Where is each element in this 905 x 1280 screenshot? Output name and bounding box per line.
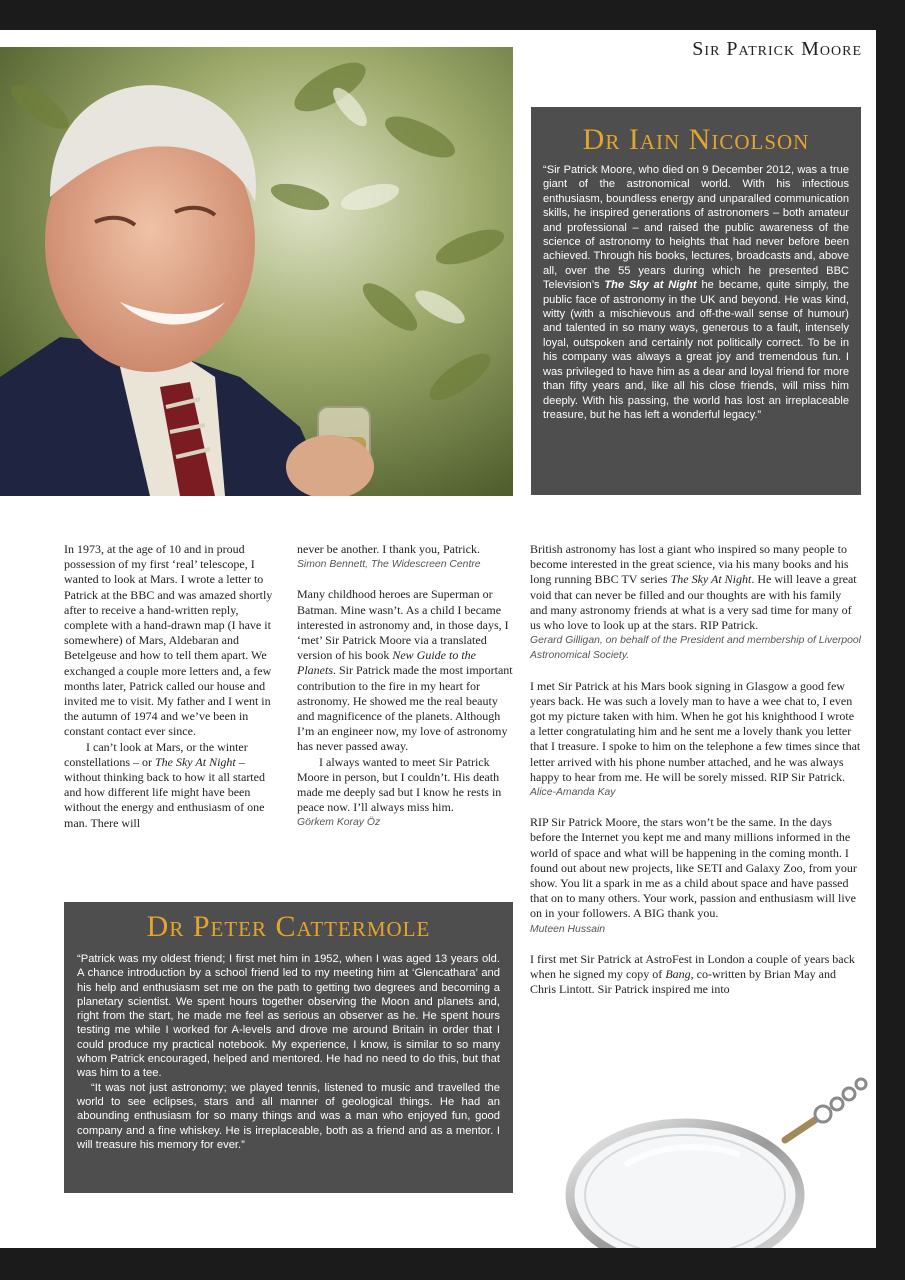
cattermole-quote: “It was not just astronomy; we played tennis, listened to music and travelled the world to see eclipses, stars and all manner of geological things. He had an abounding enthusiasm for so many things and was a man who enjoyed fun, good company and a fine whiskey. He is irreplaceable, both as a friend and as a mentor. I will treasure his memory for ever.”: [77, 1081, 500, 1151]
cattermole-tribute-box: [64, 902, 513, 1193]
tribute-paragraph: In 1973, at the age of 10 and in proud possession of my first ‘real’ telescope, I wanted to look at Mars. I wrote a letter to Patrick at the BBC and was amazed shortly after to receive a hand-written reply, complete with a hand-drawn map (I have it somewhere) of Mars, Aldebaran and Betelgeuse and how to tell them apart. We exchanged a couple more letters and, a few months later, Patrick called our house and invited me to visit. My father and I went in the autumn of 1974 and we’ve been in constant contact ever since.: [64, 542, 273, 739]
tribute-signature: Muteen Hussain: [530, 923, 606, 935]
cattermole-title: Dr Peter Cattermole: [146, 910, 431, 943]
text-column-1: [64, 542, 277, 831]
tribute-paragraph: Many childhood heroes are Superman or Batman. Mine wasn’t. As a child I became interested in astronomy and, in those days, I ‘met’ Sir Patrick Moore via a translated version of his book New Guide to the Planets. Sir Patrick made the most important contribution to the fire in my heart for astronomy. He showed me the real beauty and magnificence of the planets. Although I’m an engineer now, my love of astronomy has never passed away.: [297, 587, 513, 754]
tribute-paragraph: RIP Sir Patrick Moore, the stars won’t be the same. In the days before the Internet you kept me and many millions informed in the world of space and what will be happening in the coming month. I found out about new projects, like SETI and Galaxy Zoo, from your show. You lit a spark in me as a child about space and have passed that on to many others. Your work, passion and enthusiasm will live on in your followers. A BIG thank you.: [530, 815, 857, 921]
tribute-signature: Alice-Amanda Kay: [530, 787, 616, 799]
cattermole-quote: “Patrick was my oldest friend; I first met him in 1952, when I was aged 13 years old. A chance introduction by a school friend led to my meeting him at ‘Glencathara’ and his help and enthusiasm set me on the path to getting two degrees and becoming a planetary scientist. We spent hours together observing the Moon and planets and, right from the start, he made me feel as serious an observer as he. He spent hours testing me while I worked for A-levels and drove me around Britain in order that I could produce my practical notebook. My experience, I know, is similar to so many whom Patrick encouraged, helped and mentored. He had no need to do this, but that was him to a tee.: [77, 953, 500, 1080]
tribute-paragraph: I always wanted to meet Sir Patrick Moore in person, but I couldn’t. His death made me deeply sad but I know he rests in peace now. I’ll always miss him.: [297, 754, 502, 815]
magnifying-glass-icon: [565, 1070, 876, 1248]
tribute-signature: Gerard Gilligan, on behalf of the President and membership of Liverpool Astronomical Society.: [530, 635, 861, 662]
tribute-signature: Simon Bennett, The Widescreen Centre: [297, 559, 481, 571]
text-column-3: [530, 542, 861, 997]
magazine-page: [0, 30, 876, 1248]
nicolson-tribute-box: [531, 107, 861, 495]
tribute-paragraph: I met Sir Patrick at his Mars book signing in Glasgow a good few years back. He was such a lovely man to have a wee chat to, I even got my picture taken with him. When he got his knighthood I wrote a letter congratulating him and he sent me a lovely thank you letter that I treasure. I spoke to him on the telephone a few times since that letter arrived with his phone number attached, and he was always happy to hear from me. He will be sorely missed. RIP Sir Patrick.: [530, 678, 861, 784]
portrait-photo: [0, 47, 513, 496]
tribute-signature: Görkem Koray Öz: [297, 817, 381, 829]
tribute-paragraph: I first met Sir Patrick at AstroFest in London a couple of years back when he signed my copy of Bang, co-written by Brian May and Chris Lintott. Sir Patrick inspired me into: [530, 951, 855, 997]
tribute-paragraph: never be another. I thank you, Patrick.: [297, 542, 480, 556]
tribute-paragraph: I can’t look at Mars, or the winter constellations – or The Sky At Night – without thinking back to how it all started and how different life might have been without the energy and enthusiasm of one man. There will: [64, 739, 265, 830]
portrait-illustration: [0, 47, 513, 496]
text-column-2: [297, 542, 513, 831]
nicolson-title: Dr Iain Nicolson: [582, 123, 810, 156]
tribute-paragraph: British astronomy has lost a giant who inspired so many people to become interested in the great science, via his many books and his long running BBC TV series The Sky At Night. He will leave a great void that can never be filled and our thoughts are with his family and many astronomy friends at what is a very sad time for many of us who love to look up at the stars. RIP Patrick.: [530, 542, 857, 633]
nicolson-quote: “Sir Patrick Moore, who died on 9 December 2012, was a true giant of the astronomical world. With his infectious enthusiasm, boundless energy and unparalled communication skills, he inspired generations of astronomers – both amateur and professional – and raised the public awareness of the science of astronomy to heights that had never before been achieved. Through his books, lectures, broadcasts and, above all, over the 55 years during which he presented BBC Television’s The Sky at Night he became, quite simply, the public face of astronomy in the UK and beyond. He was kind, witty (with a mischievous and off-the-wall sense of humour) and talented in so many ways, generous to a fault, intensely loyal, outspoken and certainly not politically correct. To be in his company was always a great joy and tremendous fun. I was privileged to have him as a dear and loyal friend for more than fifty years and, like all his close friends, will miss him deeply. With his passing, the world has lost an irreplaceable treasure, but he has left a wonderful legacy.”: [543, 164, 849, 421]
page-section-title: Sir Patrick Moore: [692, 38, 862, 60]
